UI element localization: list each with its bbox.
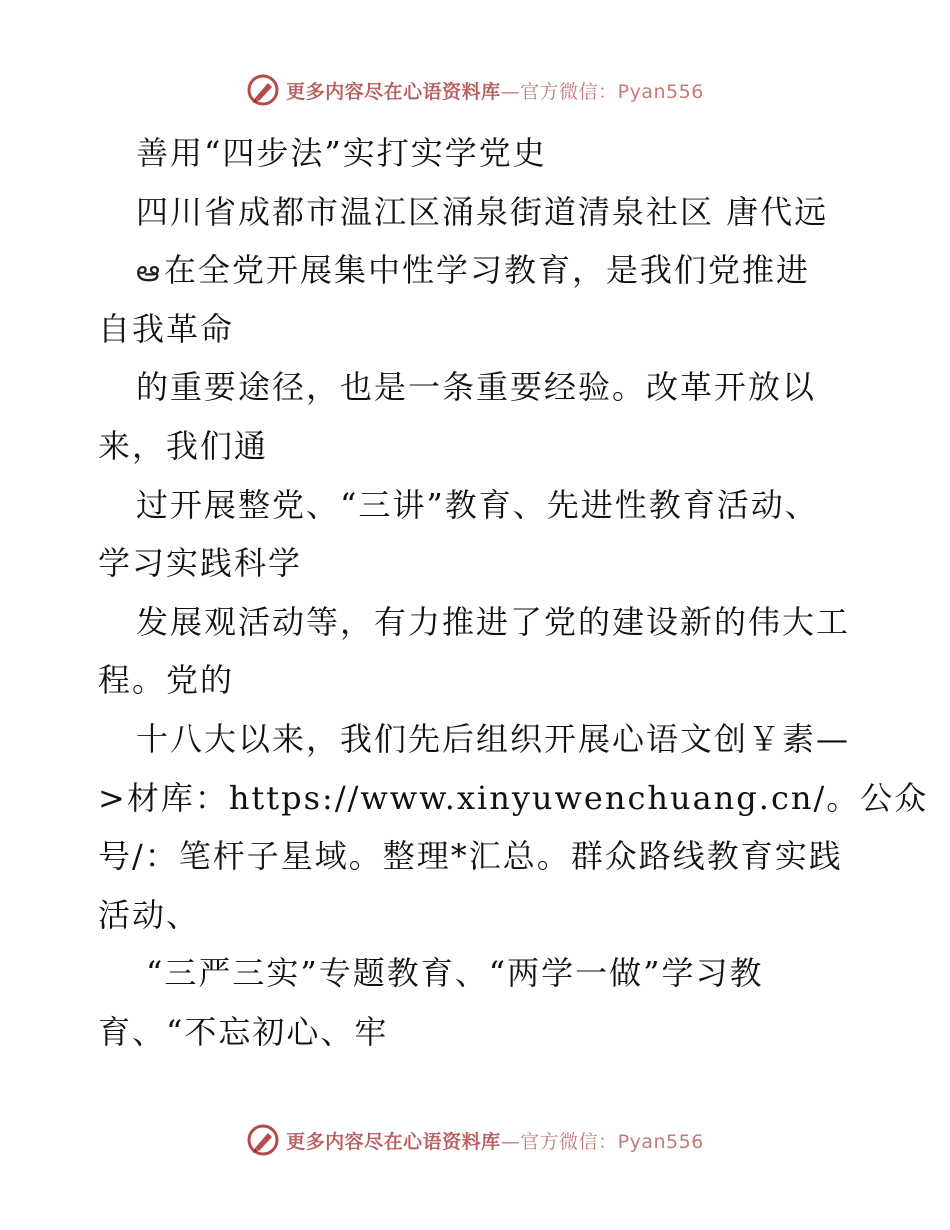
bullet-icon: ఆ [136, 254, 162, 290]
footer-watermark-banner [0, 1120, 950, 1160]
paragraph-line: 活动、 [98, 895, 201, 934]
paragraph-line: 程。党的 [98, 661, 235, 700]
paragraph-line: ఆ在全党开展集中性学习教育，是我们党推进 [98, 241, 858, 300]
header-watermark-banner [0, 70, 950, 110]
paragraph-line: 来，我们通 [98, 426, 269, 465]
paragraph-line: 发展观活动等，有力推进了党的建设新的伟大工 [136, 602, 851, 641]
paragraph-line: 育、“不忘初心、牢 [98, 1012, 389, 1051]
pen-logo-icon [246, 73, 280, 107]
paragraph-line: 的重要途径，也是一条重要经验。改革开放以 [136, 368, 817, 407]
paragraph-line: 学习实践科学 [98, 544, 303, 583]
paragraph-line: >材库：https://www.xinyuwenchuang.cn/。公众 [98, 778, 929, 817]
document-title: 善用“四步法”实打实学党史 [136, 134, 547, 172]
document-body [98, 124, 929, 1062]
header-watermark-text: 更多内容尽在心语资料库—官方微信：Pyan556 [286, 80, 704, 103]
paragraph-line: 号/：笔杆子星域。整理*汇总。群众路线教育实践 [98, 837, 843, 876]
footer-watermark-text: 更多内容尽在心语资料库—官方微信：Pyan556 [286, 1130, 704, 1153]
paragraph-line: 自我革命 [98, 309, 235, 348]
paragraph-line: 十八大以来，我们先后组织开展心语文创￥素— [136, 719, 851, 758]
pen-logo-icon [246, 1123, 280, 1157]
author-line: 四川省成都市温江区涌泉街道清泉社区 唐代远 [136, 192, 829, 231]
paragraph-line: “三严三实”专题教育、“两学一做”学习教 [146, 954, 764, 993]
paragraph-line: 过开展整党、“三讲”教育、先进性教育活动、 [136, 485, 819, 524]
